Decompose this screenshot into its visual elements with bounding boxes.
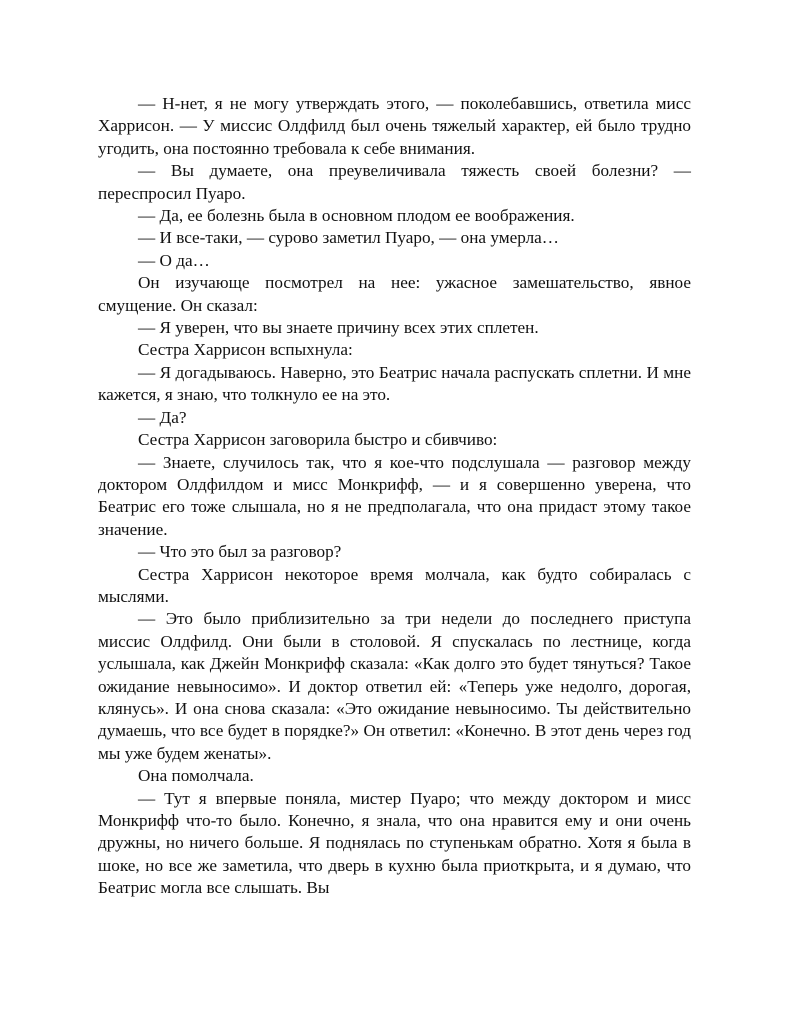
paragraph: — Я догадываюсь. Наверно, это Беатрис начала распускать сплетни. И мне кажется, я знаю, что толкнуло ее на это. bbox=[98, 362, 691, 405]
paragraph: — Вы думаете, она преувеличивала тяжесть своей болезни? — переспросил Пуаро. bbox=[98, 161, 691, 203]
paragraph: — Н-нет, я не могу утверждать этого, — поколебавшись, ответила мисс Харрисон. — У миссис Олдфилд был очень тяжелый характер, ей было трудно угодить, она постоянно требовала к себе внимания. bbox=[98, 94, 691, 158]
paragraph: — Да? bbox=[138, 407, 187, 427]
paragraph: — О да… bbox=[138, 250, 210, 270]
paragraph: — И все-таки, — сурово заметил Пуаро, — она умерла… bbox=[138, 228, 559, 248]
paragraph: Сестра Харрисон некоторое время молчала, как будто собиралась с мыслями. bbox=[98, 564, 691, 606]
paragraph: — Я уверен, что вы знаете причину всех этих сплетен. bbox=[138, 318, 539, 338]
paragraph: Сестра Харрисон заговорила быстро и сбивчиво: bbox=[138, 430, 498, 450]
body-text bbox=[98, 93, 691, 900]
paragraph: — Да, ее болезнь была в основном плодом ее воображения. bbox=[138, 206, 575, 226]
paragraph: — Это было приблизительно за три недели до последнего приступа миссис Олдфилд. Они были в столовой. Я спускалась по лестнице, когда услышала, как Джейн Монкрифф сказала: «Как долго это будет тянуться? Такое ожидание невыносимо». И доктор ответил ей: «Теперь уже недолго, дорогая, клянусь». И она снова сказала: «Это ожидание невыносимо. Ты действительно думаешь, что все будет в порядке?» Он ответил: «Конечно. В этот день через год мы уже будем женаты». bbox=[98, 609, 691, 763]
paragraph: Он изучающе посмотрел на нее: ужасное замешательство, явное смущение. Он сказал: bbox=[98, 273, 691, 315]
paragraph: — Что это был за разговор? bbox=[138, 542, 342, 562]
paragraph: Она помолчала. bbox=[138, 766, 254, 786]
paragraph: Сестра Харрисон вспыхнула: bbox=[138, 340, 353, 360]
paragraph: — Знаете, случилось так, что я кое-что подслушала — разговор между доктором Олдфилдом и мисс Монкрифф, — и я совершенно уверена, что Беатрис его тоже слышала, но я не предполагала, что она придаст этому такое значение. bbox=[98, 452, 691, 539]
paragraph: — Тут я впервые поняла, мистер Пуаро; что между доктором и мисс Монкрифф что-то было. Конечно, я знала, что она нравится ему и они очень дружны, но ничего больше. Я поднялась по ступенькам обратно. Хотя я была в шоке, но все же заметила, что дверь в кухню была приоткрыта, и я думаю, что Беатрис могла все слышать. Вы bbox=[98, 788, 691, 898]
